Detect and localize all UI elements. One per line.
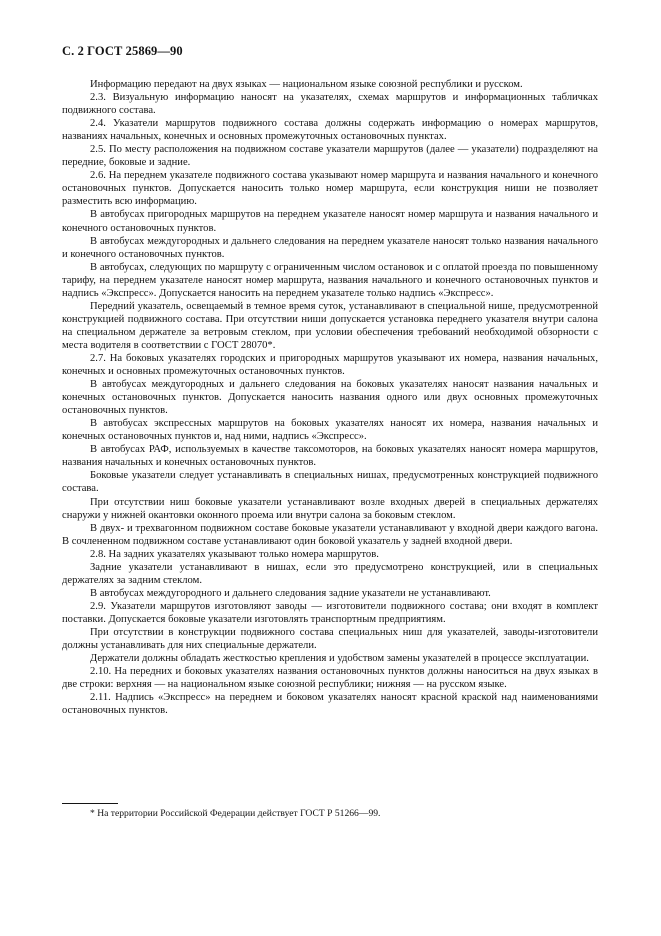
paragraph: При отсутствии ниш боковые указатели устанавливают возле входных дверей в специальных держателях снаружи у нижней окантовки оконного проема или внутри салона за боковым стеклом. xyxy=(62,496,598,521)
paragraph: В автобусах, следующих по маршруту с ограниченным числом остановок и с оплатой проезда по повышенному тарифу, на переднем указателе наносят номер маршрута, названия начального и конечного остановочных пунктов и надпись «Экспресс». Допускается наносить на переднем указателе только надпись «Экспресс». xyxy=(62,261,598,299)
paragraph: В автобусах экспрессных маршрутов на боковых указателях наносят их номера, названия начальных и конечных остановочных пунктов и, над ними, надпись «Экспресс». xyxy=(62,418,598,443)
footnote: * На территории Российской Федерации действует ГОСТ Р 51266—99. xyxy=(90,808,381,819)
paragraph: 2.5. По месту расположения на подвижном составе указатели маршрутов (далее — указатели) подразделяют на передние, боковые и задние. xyxy=(62,144,598,169)
paragraph: В автобусах междугородных и дальнего следования на переднем указателе наносят только названия начального и конечного остановочных пунктов. xyxy=(62,235,598,260)
document-body xyxy=(62,78,598,717)
footnote-divider xyxy=(62,803,118,804)
paragraph: Боковые указатели следует устанавливать в специальных нишах, предусмотренных конструкцией подвижного состава. xyxy=(62,470,598,495)
paragraph: В автобусах РАФ, используемых в качестве таксомоторов, на боковых указателях наносят номера маршрутов, названия начальных и конечных остановочных пунктов. xyxy=(62,444,598,469)
paragraph: 2.11. Надпись «Экспресс» на переднем и боковом указателях наносят красной краской над наименованиями остановочных пунктов. xyxy=(62,692,598,717)
paragraph: Держатели должны обладать жесткостью крепления и удобством замены указателей в процессе эксплуатации. xyxy=(90,653,589,665)
paragraph: В автобусах междугородного и дальнего следования задние указатели не устанавливают. xyxy=(90,587,491,599)
paragraph: В двух- и трехвагонном подвижном составе боковые указатели устанавливают у входной двери каждого вагона. В сочлененном подвижном составе устанавливают один боковой указатель у задней входной двери. xyxy=(62,522,598,547)
paragraph: 2.10. На передних и боковых указателях названия остановочных пунктов должны наноситься на двух языках в две строки: верхняя — на национальном языке союзной республики; нижняя — на русском языке. xyxy=(62,666,598,691)
paragraph: 2.3. Визуальную информацию наносят на указателях, схемах маршрутов и информационных табличках подвижного состава. xyxy=(62,92,598,117)
paragraph: Информацию передают на двух языках — национальном языке союзной республики и русском. xyxy=(90,79,523,90)
paragraph: 2.8. На задних указателях указывают только номера маршрутов. xyxy=(90,548,379,560)
paragraph: В автобусах междугородных и дальнего следования на боковых указателях наносят названия начальных и конечных остановочных пунктов. Допускается наносить названия одного или двух основных промежуточных остановочных пунктов. xyxy=(62,379,598,417)
page-header: С. 2 ГОСТ 25869—90 xyxy=(62,44,183,58)
paragraph: 2.6. На переднем указателе подвижного состава указывают номер маршрута и названия начального и конечного остановочных пунктов. Допускается наносить только номер маршрута, если конструкция ниши не позволяет разместить всю информацию. xyxy=(62,170,598,208)
paragraph: Передний указатель, освещаемый в темное время суток, устанавливают в специальной нише, предусмотренной конструкцией подвижного состава. При отсутствии ниши допускается установка переднего указателя внутри салона на специальном держателе за ветровым стеклом, при условии обеспечения требований необходимой обзорности с места водителя в соответствии с ГОСТ 28070*. xyxy=(62,300,598,351)
paragraph: При отсутствии в конструкции подвижного состава специальных ниш для указателей, заводы-изготовители должны устанавливать для них специальные держатели. xyxy=(62,626,598,652)
paragraph: В автобусах пригородных маршрутов на переднем указателе наносят номер маршрута и названия начального и конечного остановочных пунктов. xyxy=(62,209,598,234)
paragraph: Задние указатели устанавливают в нишах, если это предусмотрено конструкцией, или в специальных держателях за задним стеклом. xyxy=(62,561,598,586)
paragraph: 2.4. Указатели маршрутов подвижного состава должны содержать информацию о номерах маршрутов, названиях начальных, конечных и основных промежуточных остановочных пунктах. xyxy=(62,118,598,143)
paragraph: 2.7. На боковых указателях городских и пригородных маршрутов указывают их номера, названия начальных, конечных и основных промежуточных остановочных пунктов. xyxy=(62,352,598,378)
paragraph: 2.9. Указатели маршрутов изготовляют заводы — изготовители подвижного состава; они входят в комплект поставки. Допускается боковые указатели изготовлять транспортным предприятиям. xyxy=(62,600,598,625)
